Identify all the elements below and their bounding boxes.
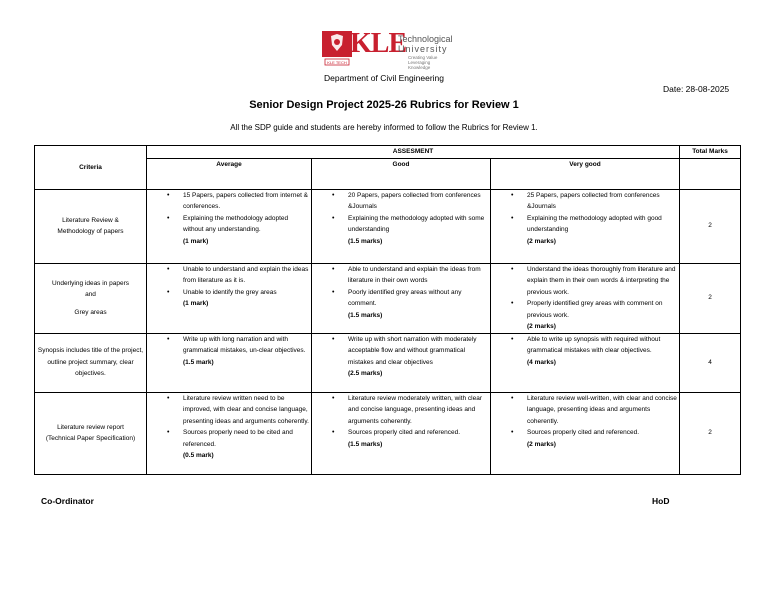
rubric-cell-very-good [491,263,680,333]
total-marks-cell: 2 [680,392,741,474]
criteria-bullet-list [491,334,677,357]
criteria-bullet-list [312,334,488,369]
criteria-line: Grey areas [74,308,107,316]
list-item: • Sources properly need to be cited and referenced. [147,427,309,450]
list-item: • Unable to understand and explain the ideas from literature as it is. [147,264,309,287]
list-item: • Sources properly cited and referenced. [312,427,488,439]
marks-label: (0.5 mark) [183,452,214,459]
coordinator-signature-label: Co-Ordinator [41,496,94,506]
criteria-line: Underlying ideas in papers [52,279,129,287]
rubric-cell-average [147,189,312,263]
rubric-cell-good [312,189,491,263]
list-item: • Able to understand and explain the ideas from literature in their own words [312,264,488,287]
document-date: Date: 28-08-2025 [663,84,730,94]
list-item: • Unable to identify the grey areas [147,287,309,299]
logo-tag1: Creating Value [408,55,438,60]
marks-label: (2 marks) [527,237,556,245]
marks-label: (1.5 mark) [183,358,214,366]
criteria-bullet-list [147,264,309,299]
kle-emblem-icon [322,31,352,67]
list-item: • Write up with long narration and with grammatical mistakes, un-clear objectives. [147,334,309,357]
criteria-bullet-list [147,334,309,357]
criteria-cell [35,333,147,392]
list-item: • Properly identified grey areas with comment on previous work. [491,298,677,321]
rubric-cell-good [312,263,491,333]
header-row [35,146,741,159]
criteria-cell [35,392,147,474]
marks-label: (2 marks) [527,440,556,448]
logo-tag2: Leveraging Knowledge [408,60,431,70]
list-item: • Able to write up synopsis with required without grammatical mistakes with clear objectives. [491,334,677,357]
list-item: • 25 Papers, papers collected from conferences &Journals [491,190,677,213]
total-marks-cell: 4 [680,333,741,392]
logo-subtitle [398,34,453,54]
logo-tagline [408,55,448,70]
logo-badge-text: KLE TECH [327,60,347,65]
rubric-cell-good [312,333,491,392]
criteria-line: and [85,291,96,299]
university-logo [322,28,453,70]
list-item: • Literature review moderately written, with clear and concise language, presenting ideas and arguments coherently. [312,393,488,428]
marks-label: (1.5 marks) [348,237,383,245]
level-good-header: Good [312,158,491,189]
list-item: • Explaining the methodology adopted with some understanding [312,213,488,236]
total-marks-cell: 2 [680,189,741,263]
criteria-line: Literature Review & [62,216,119,224]
rubric-cell-very-good [491,333,680,392]
criteria-cell [35,263,147,333]
marks-label: (1.5 marks) [348,440,383,448]
total-marks-cell: 2 [680,263,741,333]
list-item: • Write up with short narration with moderately acceptable flow and without grammatical mistakes and clear objectives [312,334,488,369]
logo-name: KLE [350,28,407,59]
page-title: Senior Design Project 2025-26 Rubrics for Review 1 [249,99,519,111]
marks-label: (1 mark) [183,300,209,307]
criteria-bullet-list [312,190,488,236]
criteria-bullet-list [491,190,677,236]
criteria-bullet-list [312,393,488,439]
total-marks-header: Total Marks [680,146,741,159]
list-item: • 15 Papers, papers collected from internet & conferences. [147,190,309,213]
logo-line1: Technological [398,34,453,44]
criteria-header: Criteria [35,146,147,190]
criteria-bullet-list [491,264,677,322]
marks-label: (2.5 marks) [348,370,383,377]
list-item: • Explaining the methodology adopted with good understanding [491,213,677,236]
list-item: • Explaining the methodology adopted without any understanding. [147,213,309,236]
list-item: • Understand the ideas thoroughly from literature and explain them in their own words & interpreting the previous work. [491,264,677,299]
assessment-header: ASSESMENT [147,146,680,159]
list-item: • Literature review well-written, with clear and concise language, presenting ideas and arguments coherently. [491,393,677,428]
criteria-bullet-list [491,393,677,439]
table-row [35,189,741,263]
list-item: • 20 Papers, papers collected from conferences &Journals [312,190,488,213]
criteria-bullet-list [147,393,309,451]
rubric-cell-average [147,333,312,392]
level-average-header: Average [147,158,312,189]
rubric-cell-average [147,392,312,474]
table-row [35,333,741,392]
hod-signature-label: HoD [652,496,670,506]
list-item: • Literature review written need to be improved, with clear and concise language, presenting ideas and arguments coherently. [147,393,309,428]
total-marks-header-blank [680,158,741,189]
logo-line2: University [398,44,448,54]
page-subtitle: All the SDP guide and students are hereby informed to follow the Rubrics for Review 1. [230,123,538,132]
rubric-cell-very-good [491,392,680,474]
marks-label: (1.5 marks) [348,311,383,319]
rubric-cell-average [147,263,312,333]
marks-label: (2 marks) [527,323,556,330]
table-row [35,392,741,474]
level-very-good-header: Very good [491,158,680,189]
criteria-cell [35,189,147,263]
list-item: • Sources properly cited and referenced. [491,427,677,439]
rubric-table [34,145,741,475]
table-row [35,263,741,333]
marks-label: (1 mark) [183,237,209,245]
criteria-line: (Technical Paper Specification) [45,435,136,442]
criteria-line: Methodology of papers [57,228,124,235]
criteria-bullet-list [147,190,309,236]
criteria-line: Literature review report [57,423,124,431]
department-name: Department of Civil Engineering [323,73,444,83]
marks-label: (4 marks) [527,358,556,366]
rubric-cell-very-good [491,189,680,263]
list-item: • Poorly identified grey areas without any comment. [312,287,488,310]
criteria-line: Synopsis includes title of the project, outline project summary, clear objectives. [37,347,144,378]
criteria-bullet-list [312,264,488,310]
rubric-cell-good [312,392,491,474]
